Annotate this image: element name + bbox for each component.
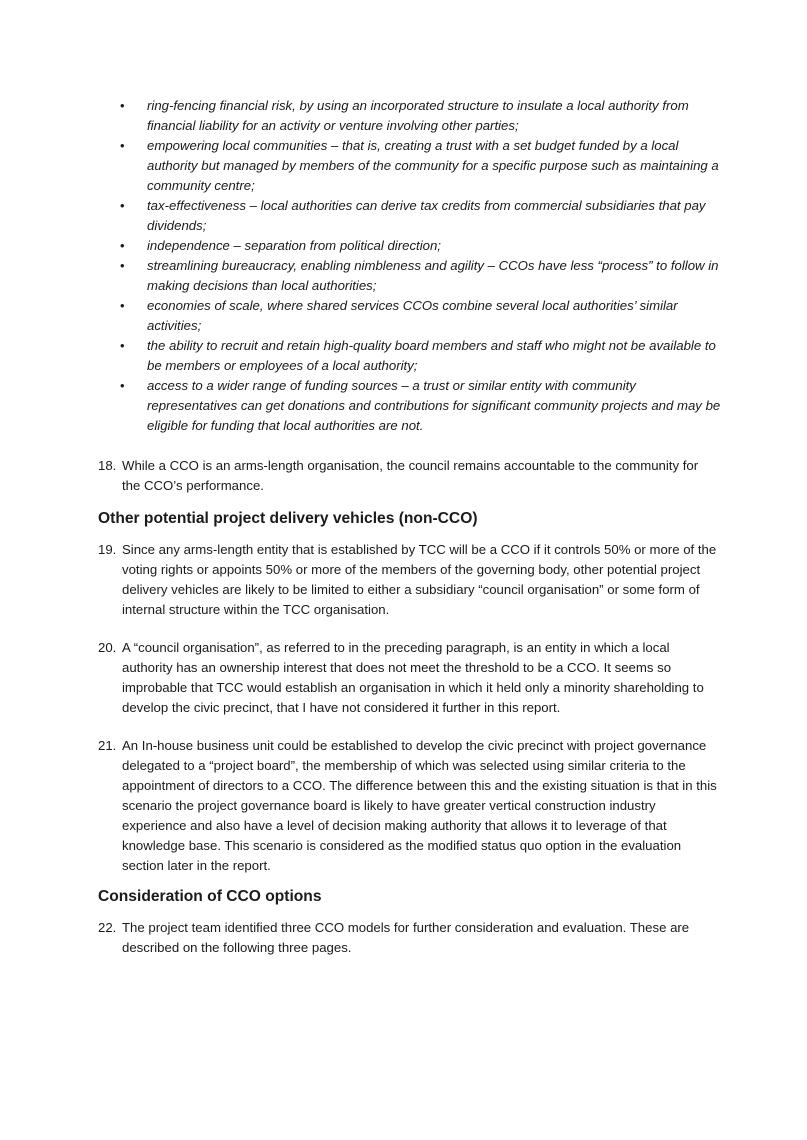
paragraph-19 bbox=[0, 540, 807, 620]
bullet-icon: • bbox=[120, 198, 125, 213]
list-item bbox=[0, 196, 807, 236]
list-item bbox=[0, 376, 807, 436]
bullet-icon: • bbox=[120, 98, 125, 113]
list-item-text: the ability to recruit and retain high-quality board members and staff who might not be available to be members or employees of a local authority; bbox=[147, 338, 716, 373]
paragraph-18 bbox=[0, 456, 807, 496]
bullet-icon: • bbox=[120, 238, 125, 253]
list-item bbox=[0, 336, 807, 376]
paragraph-text: A “council organisation”, as referred to in the preceding paragraph, is an entity in which a local authority has an ownership interest that does not meet the threshold to be a CCO. It seems so improbable that TCC would establish an organisation in which it held only a minority shareholding to develop the civic precinct, that I have not considered it further in this report. bbox=[122, 640, 704, 715]
list-item-text: streamlining bureaucracy, enabling nimbleness and agility – CCOs have less “process” to follow in making decisions than local authorities; bbox=[147, 258, 719, 293]
section-heading-other-vehicles: Other potential project delivery vehicles (non-CCO) bbox=[98, 510, 478, 527]
section-heading-cco-options: Consideration of CCO options bbox=[98, 888, 322, 905]
paragraph-number: 22. bbox=[98, 920, 117, 935]
list-item-text: access to a wider range of funding sources – a trust or similar entity with community representatives can get donations and contributions for significant community projects and may be eligible for funding that local authorities are not. bbox=[147, 378, 721, 433]
list-item-text: independence – separation from political direction; bbox=[147, 238, 441, 253]
bullet-icon: • bbox=[120, 298, 125, 313]
paragraph-20 bbox=[0, 638, 807, 718]
paragraph-text: While a CCO is an arms-length organisation, the council remains accountable to the community for the CCO’s performance. bbox=[122, 458, 699, 493]
bullet-icon: • bbox=[120, 338, 125, 353]
paragraph-text: Since any arms-length entity that is established by TCC will be a CCO if it controls 50% or more of the voting rights or appoints 50% or more of the members of the governing body, other potential project delivery vehicles are likely to be limited to either a subsidiary “council organisation” or some form of internal structure within the TCC organisation. bbox=[122, 542, 717, 617]
list-item-text: ring-fencing financial risk, by using an incorporated structure to insulate a local authority from financial liability for an activity or venture involving other parties; bbox=[147, 98, 689, 133]
list-item bbox=[0, 136, 807, 196]
paragraph-21 bbox=[0, 736, 807, 876]
paragraph-22 bbox=[0, 918, 807, 958]
list-item-text: empowering local communities – that is, creating a trust with a set budget funded by a local authority but managed by members of the community for a specific purpose such as maintaining a community centre; bbox=[147, 138, 719, 193]
paragraph-text: The project team identified three CCO models for further consideration and evaluation. These are described on the following three pages. bbox=[122, 920, 690, 955]
list-item-text: tax-effectiveness – local authorities can derive tax credits from commercial subsidiaries that pay dividends; bbox=[147, 198, 706, 233]
cco-benefits-list bbox=[0, 96, 807, 436]
list-item bbox=[0, 256, 807, 296]
list-item bbox=[0, 96, 807, 136]
paragraph-text: An In-house business unit could be established to develop the civic precinct with project governance delegated to a “project board”, the membership of which was selected using similar criteria to the appointment of directors to a CCO. The difference between this and the existing situation is that in this scenario the project governance board is likely to have greater vertical construction industry experience and also have a level of decision making authority that allows it to leverage of that knowledge base. This scenario is considered as the modified status quo option in the evaluation section later in the report. bbox=[122, 738, 717, 873]
list-item bbox=[0, 236, 807, 256]
paragraph-number: 18. bbox=[98, 458, 117, 473]
paragraph-number: 21. bbox=[98, 738, 117, 753]
bullet-icon: • bbox=[120, 378, 125, 393]
list-item bbox=[0, 296, 807, 336]
paragraph-number: 20. bbox=[98, 640, 117, 655]
bullet-icon: • bbox=[120, 138, 125, 153]
list-item-text: economies of scale, where shared services CCOs combine several local authorities’ similar activities; bbox=[147, 298, 678, 333]
bullet-icon: • bbox=[120, 258, 125, 273]
paragraph-number: 19. bbox=[98, 542, 117, 557]
